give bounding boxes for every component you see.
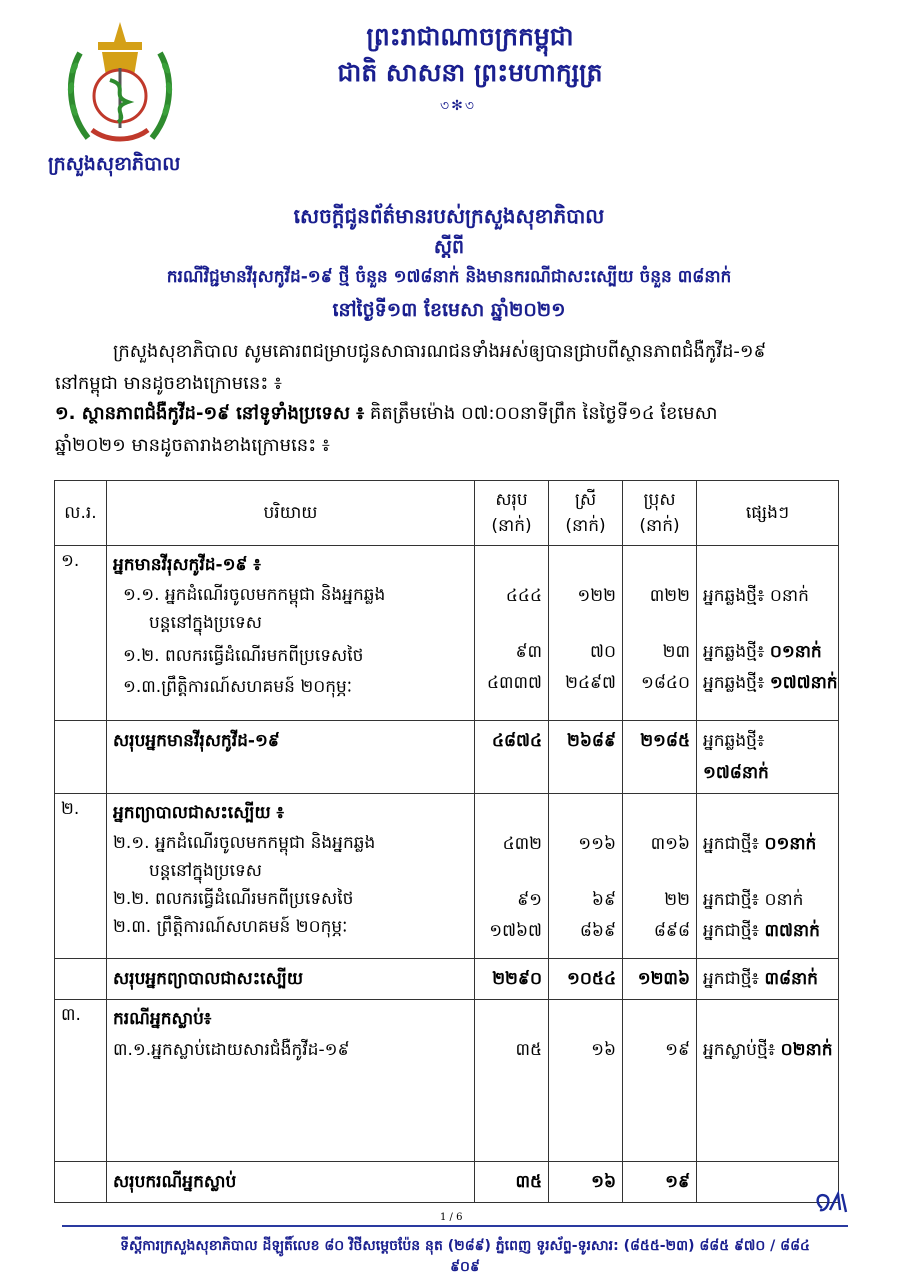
national-motto: ជាតិ សាសនា ព្រះមហាក្សត្រ	[337, 58, 603, 87]
col-header-female: ស្រី (នាក់)	[549, 481, 623, 546]
row-description: ករណីអ្នកស្លាប់៖ ៣.១.អ្នកស្លាប់ដោយសារជំងឺកូវីដ-១៩	[107, 1000, 475, 1162]
section-1-heading: ១. ស្ថានភាពជំងឺកូវីដ-១៩ នៅទូទាំងប្រទេស ៖	[55, 403, 365, 424]
row-female: ១២២ ៧០ ២៤៩៧	[549, 546, 623, 721]
table-row-summary: សរុបករណីអ្នកស្លាប់ ៣៥ ១៦ ១៩	[55, 1162, 839, 1203]
intro-line-2: នៅកម្ពុជា មានដូចខាងក្រោមនេះ ៖	[55, 373, 282, 394]
section-1-text-2: ឆ្នាំ២០២១ មានដូចតារាងខាងក្រោមនេះ ៖	[55, 435, 330, 456]
summary-label: សរុបអ្នកមានវីរុសកូវីដ-១៩	[107, 721, 475, 794]
row-description: អ្នកមានវីរុសកូវីដ-១៩ ៖ ១.១. អ្នកដំណើរចូលមកកម្ពុជា និងអ្នកឆ្លង បន្តនៅក្នុងប្រទេស ១.២. ពលករធ្វើដំណើរមកពីប្រទេសថៃ ១.៣.ព្រឹត្តិការណ៍សហគមន៍ ២០កុម្ភៈ	[107, 546, 475, 721]
document-subject: ករណីវិជ្ជមានវីរុសកូវីដ-១៩ ថ្មី ចំនួន ១៧៨នាក់ និងមានករណីជាសះស្បើយ ចំនួន ៣៨នាក់	[166, 267, 732, 287]
summary-label: សរុបអ្នកព្យាបាលជាសះស្បើយ	[107, 959, 475, 1000]
row-other: អ្នកជាថ្មី៖ ០១នាក់ អ្នកជាថ្មី៖ ០នាក់ អ្នកជាថ្មី៖ ៣៧នាក់	[697, 794, 839, 959]
signature-initials	[808, 1188, 854, 1220]
intro-line-1: ក្រសួងសុខាភិបាល សូមគោរពជម្រាបជូនសាធារណជនទាំងអស់ឲ្យបានជ្រាបពីស្ថានភាពជំងឺកូវីដ-១៩	[113, 341, 767, 362]
table-row	[55, 546, 839, 721]
row-description: អ្នកព្យាបាលជាសះស្បើយ ៖ ២.១. អ្នកដំណើរចូលមកកម្ពុជា និងអ្នកឆ្លង បន្តនៅក្នុងប្រទេស ២.២. ពលករធ្វើដំណើរមកពីប្រទេសថៃ ២.៣. ព្រឹត្តិការណ៍សហគមន៍ ២០កុម្ភៈ	[107, 794, 475, 959]
table-row	[55, 794, 839, 959]
ministry-logo-emblem	[58, 18, 182, 150]
col-header-total: សរុប (នាក់)	[475, 481, 549, 546]
summary-label: សរុបករណីអ្នកស្លាប់	[107, 1162, 475, 1203]
col-header-no: ល.រ.	[55, 481, 107, 546]
row-male: ១៩	[623, 1000, 697, 1162]
section-1-text: គិតត្រឹមម៉ោង ០៧:០០នាទីព្រឹក នៃថ្ងៃទី១៤ ខែមេសា	[364, 403, 718, 424]
row-female: ១១៦ ៦៩ ៨៦៩	[549, 794, 623, 959]
col-header-male: ប្រុស (នាក់)	[623, 481, 697, 546]
kingdom-title: ព្រះរាជាណាចក្រកម្ពុជា	[366, 22, 574, 51]
table-row	[55, 1000, 839, 1162]
row-other: អ្នកស្លាប់ថ្មី៖ ០២នាក់	[697, 1000, 839, 1162]
row-total: ៣៥	[475, 1000, 549, 1162]
footer-address: ទីស្តីការក្រសួងសុខាភិបាល ដីឡូតិ៍លេខ ៨០ វិថីសម្តេចប៉ែន នុត (២៨៩) ភ្នំពេញ ទូរស័ព្ទ-ទូរសារ: (៨៥៥-២៣) ៨៨៥ ៩៧០ / ៨៨៤ ៩០៩	[120, 1238, 810, 1275]
table-header-row	[55, 481, 839, 546]
col-header-other: ផ្សេងៗ	[697, 481, 839, 546]
row-female: ១៦	[549, 1000, 623, 1162]
document-title-about: ស្តីពី	[433, 236, 465, 258]
intro-paragraph	[55, 336, 855, 400]
row-number: ២.	[55, 794, 107, 959]
document-date: នៅថ្ងៃទី១៣ ខែមេសា ឆ្នាំ២០២១	[332, 299, 566, 321]
col-header-description: បរិយាយ	[107, 481, 475, 546]
row-other: អ្នកឆ្លងថ្មី៖ ០នាក់ អ្នកឆ្លងថ្មី៖ ០១នាក់ អ្នកឆ្លងថ្មី៖ ១៧៧នាក់	[697, 546, 839, 721]
row-total: ៤៤៤ ៩៣ ៤៣៣៧	[475, 546, 549, 721]
table-row-summary: សរុបអ្នកព្យាបាលជាសះស្បើយ ២២៩០ ១០៥៤ ១២៣៦ អ្នកជាថ្មី៖ ៣៨នាក់	[55, 959, 839, 1000]
footer-divider	[62, 1225, 848, 1227]
covid-status-table	[54, 480, 839, 1203]
page-number: 1 / 6	[440, 1212, 463, 1223]
row-total: ៤៣២ ៩១ ១៧៦៧	[475, 794, 549, 959]
row-male: ៣២២ ២៣ ១៨៤០	[623, 546, 697, 721]
table-row-summary: សរុបអ្នកមានវីរុសកូវីដ-១៩ ៤៨៧៤ ២៦៨៩ ២១៨៥ អ្នកឆ្លងថ្មី៖ ១៧៨នាក់	[55, 721, 839, 794]
ministry-name: ក្រសួងសុខាភិបាល	[48, 153, 181, 175]
document-title: សេចក្តីជូនព័ត៌មានរបស់ក្រសួងសុខាភិបាល	[293, 204, 605, 228]
section-1-paragraph	[55, 398, 855, 462]
row-number: ៣.	[55, 1000, 107, 1162]
row-male: ៣១៦ ២២ ៨៩៨	[623, 794, 697, 959]
row-number: ១.	[55, 546, 107, 721]
header-ornament: ৩✻৩	[440, 98, 476, 114]
